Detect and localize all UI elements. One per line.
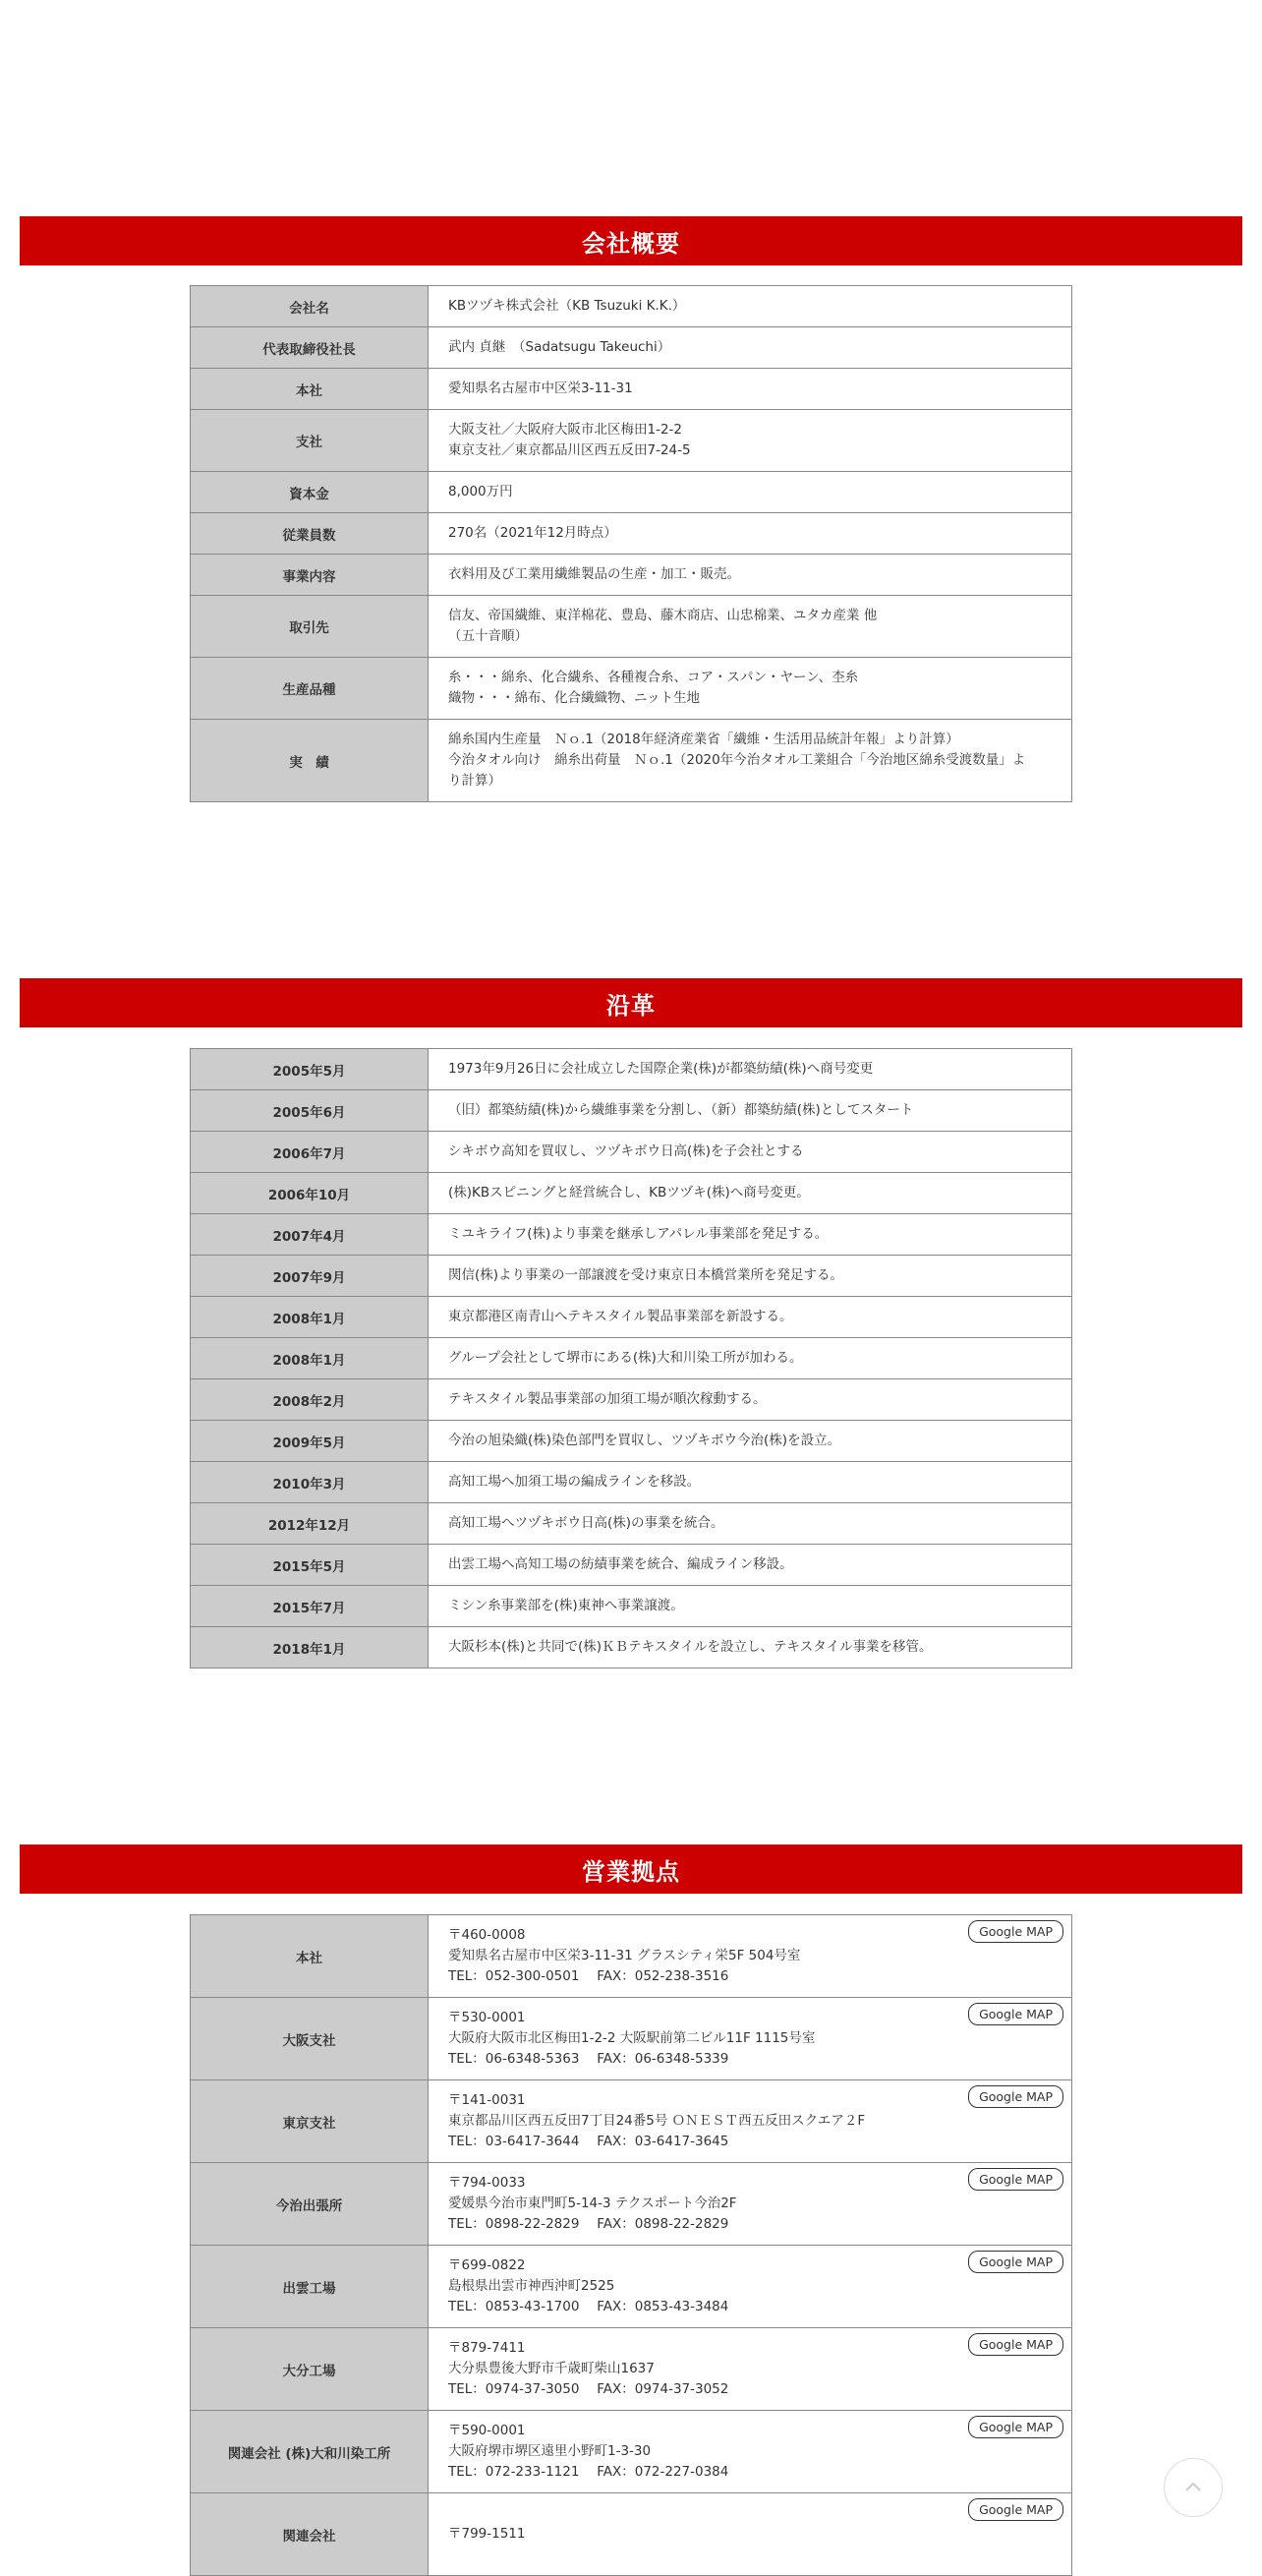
history-date: 2005年5月 bbox=[191, 1049, 429, 1090]
row-label: 生産品種 bbox=[191, 658, 429, 720]
office-postal: 〒799-1511 bbox=[448, 2526, 526, 2542]
value-line: り計算） bbox=[448, 773, 501, 789]
office-postal: 〒460-0008 bbox=[448, 1927, 526, 1943]
table-row bbox=[191, 286, 1072, 327]
google-map-button[interactable]: Google MAP bbox=[968, 2085, 1063, 2108]
office-tel: TEL：0974-37-3050 FAX：0974-37-3052 bbox=[448, 2381, 729, 2397]
row-label: 従業員数 bbox=[191, 513, 429, 555]
history-text: ミシン糸事業部を(株)東神へ事業譲渡。 bbox=[429, 1586, 1072, 1627]
table-row bbox=[191, 1586, 1072, 1627]
table-row bbox=[191, 1297, 1072, 1338]
value-line: （五十音順） bbox=[448, 628, 528, 644]
overview-table bbox=[190, 285, 1072, 802]
office-tel: TEL：052-300-0501 FAX：052-238-3516 bbox=[448, 1968, 729, 1984]
history-date: 2008年1月 bbox=[191, 1338, 429, 1379]
table-row bbox=[191, 472, 1072, 513]
history-text: 出雲工場へ高知工場の紡績事業を統合、編成ライン移設。 bbox=[429, 1545, 1072, 1586]
row-label: 本社 bbox=[191, 369, 429, 410]
office-details bbox=[429, 2493, 1072, 2576]
history-text: 今治の旭染織(株)染色部門を買収し、ツヅキボウ今治(株)を設立。 bbox=[429, 1421, 1072, 1462]
office-address: 愛知県名古屋市中区栄3-11-31 グラスシティ栄5F 504号室 bbox=[448, 1948, 801, 1963]
row-value bbox=[429, 410, 1072, 472]
office-tel: TEL：03-6417-3644 FAX：03-6417-3645 bbox=[448, 2134, 729, 2149]
office-name bbox=[191, 1915, 429, 1998]
history-text: シキボウ高知を買収し、ツヅキボウ日高(株)を子会社とする bbox=[429, 1132, 1072, 1173]
value-line: 信友、帝国繊維、東洋棉花、豊島、藤木商店、山忠棉業、ユタカ産業 他 bbox=[448, 608, 878, 623]
table-row bbox=[191, 2411, 1072, 2493]
office-name-line: (株)大和川染工所 bbox=[285, 2445, 391, 2462]
history-text: テキスタイル製品事業部の加須工場が順次稼動する。 bbox=[429, 1379, 1072, 1421]
table-row bbox=[191, 1462, 1072, 1503]
value-line: 糸・・・綿糸、化合繊糸、各種複合糸、コア・スパン・ヤーン、杢糸 bbox=[448, 670, 859, 685]
history-table bbox=[190, 1048, 1072, 1669]
office-name-line: 今治出張所 bbox=[275, 2197, 343, 2214]
table-row bbox=[191, 369, 1072, 410]
office-name-line: 本社 bbox=[296, 1950, 322, 1966]
office-name-line: 大分工場 bbox=[282, 2363, 336, 2379]
history-date: 2008年2月 bbox=[191, 1379, 429, 1421]
history-date: 2012年12月 bbox=[191, 1503, 429, 1545]
value-line: 衣料用及び工業用繊維製品の生産・加工・販売。 bbox=[448, 566, 740, 582]
google-map-button[interactable]: Google MAP bbox=[968, 2168, 1063, 2191]
offices-heading: 営業拠点 bbox=[20, 1844, 1242, 1894]
row-value bbox=[429, 658, 1072, 720]
history-date: 2007年4月 bbox=[191, 1214, 429, 1256]
value-line: 大阪支社／大阪府大阪市北区梅田1-2-2 bbox=[448, 422, 683, 438]
table-row bbox=[191, 2493, 1072, 2576]
back-to-top-button[interactable] bbox=[1164, 2458, 1223, 2517]
row-value bbox=[429, 369, 1072, 410]
office-postal: 〒879-7411 bbox=[448, 2340, 526, 2356]
office-address: 大阪府堺市堺区遠里小野町1-3-30 bbox=[448, 2443, 652, 2459]
table-row bbox=[191, 327, 1072, 369]
table-row bbox=[191, 596, 1072, 658]
history-text: 大阪杉本(株)と共同で(株)ＫＢテキスタイルを設立し、テキスタイル事業を移管。 bbox=[429, 1627, 1072, 1669]
office-details bbox=[429, 2328, 1072, 2411]
row-label: 会社名 bbox=[191, 286, 429, 327]
table-row bbox=[191, 1998, 1072, 2080]
history-date: 2015年5月 bbox=[191, 1545, 429, 1586]
office-details bbox=[429, 1998, 1072, 2080]
history-text: 高知工場へツヅキボウ日高(株)の事業を統合。 bbox=[429, 1503, 1072, 1545]
row-label: 資本金 bbox=[191, 472, 429, 513]
row-value bbox=[429, 720, 1072, 802]
history-date: 2007年9月 bbox=[191, 1256, 429, 1297]
office-tel: TEL：072-233-1121 FAX：072-227-0384 bbox=[448, 2464, 729, 2480]
table-row bbox=[191, 513, 1072, 555]
table-row bbox=[191, 1503, 1072, 1545]
history-text: グループ会社として堺市にある(株)大和川染工所が加わる。 bbox=[429, 1338, 1072, 1379]
table-row bbox=[191, 1132, 1072, 1173]
value-line: 東京支社／東京都品川区西五反田7-24-5 bbox=[448, 442, 691, 458]
overview-heading: 会社概要 bbox=[20, 216, 1242, 265]
office-name bbox=[191, 2163, 429, 2246]
value-line: 織物・・・綿布、化合繊織物、ニット生地 bbox=[448, 690, 700, 706]
office-details bbox=[429, 2246, 1072, 2328]
row-label: 実 績 bbox=[191, 720, 429, 802]
table-row bbox=[191, 1627, 1072, 1669]
history-date: 2018年1月 bbox=[191, 1627, 429, 1669]
history-date: 2006年7月 bbox=[191, 1132, 429, 1173]
value-line: 270名（2021年12月時点） bbox=[448, 525, 617, 541]
table-row bbox=[191, 2163, 1072, 2246]
history-date: 2008年1月 bbox=[191, 1297, 429, 1338]
table-row bbox=[191, 555, 1072, 596]
office-tel: TEL：06-6348-5363 FAX：06-6348-5339 bbox=[448, 2051, 729, 2067]
table-row bbox=[191, 720, 1072, 802]
row-value bbox=[429, 596, 1072, 658]
table-row bbox=[191, 1214, 1072, 1256]
history-text: 関信(株)より事業の一部譲渡を受け東京日本橋営業所を発足する。 bbox=[429, 1256, 1072, 1297]
google-map-button[interactable]: Google MAP bbox=[968, 2416, 1063, 2438]
google-map-button[interactable]: Google MAP bbox=[968, 2251, 1063, 2273]
history-date: 2010年3月 bbox=[191, 1462, 429, 1503]
row-label: 事業内容 bbox=[191, 555, 429, 596]
row-value bbox=[429, 555, 1072, 596]
table-row bbox=[191, 1049, 1072, 1090]
history-date: 2005年6月 bbox=[191, 1090, 429, 1132]
offices-table bbox=[190, 1914, 1072, 2576]
google-map-button[interactable]: Google MAP bbox=[968, 2003, 1063, 2025]
office-address: 島根県出雲市神西沖町2525 bbox=[448, 2278, 615, 2294]
office-postal: 〒530-0001 bbox=[448, 2010, 526, 2025]
office-name bbox=[191, 1998, 429, 2080]
office-name bbox=[191, 2328, 429, 2411]
table-row bbox=[191, 2328, 1072, 2411]
table-row bbox=[191, 1090, 1072, 1132]
row-label: 代表取締役社長 bbox=[191, 327, 429, 369]
row-value bbox=[429, 327, 1072, 369]
history-text: (株)KBスピニングと経営統合し、KBツヅキ(株)へ商号変更。 bbox=[429, 1173, 1072, 1214]
history-text: 1973年9月26日に会社成立した国際企業(株)が都築紡績(株)へ商号変更 bbox=[429, 1049, 1072, 1090]
google-map-button[interactable]: Google MAP bbox=[968, 1920, 1063, 1943]
row-label: 支社 bbox=[191, 410, 429, 472]
table-row bbox=[191, 1915, 1072, 1998]
office-name bbox=[191, 2411, 429, 2493]
table-row bbox=[191, 1379, 1072, 1421]
office-tel: TEL：0853-43-1700 FAX：0853-43-3484 bbox=[448, 2299, 729, 2314]
office-name-line: 関連会社 bbox=[282, 2528, 336, 2545]
office-address: 愛媛県今治市東門町5-14-3 テクスポート今治2F bbox=[448, 2195, 737, 2211]
table-row bbox=[191, 1173, 1072, 1214]
google-map-button[interactable]: Google MAP bbox=[968, 2333, 1063, 2356]
office-name-line: 東京支社 bbox=[282, 2115, 336, 2132]
table-row bbox=[191, 1338, 1072, 1379]
office-tel: TEL：0898-22-2829 FAX：0898-22-2829 bbox=[448, 2216, 729, 2232]
table-row bbox=[191, 2080, 1072, 2163]
table-row bbox=[191, 1256, 1072, 1297]
table-row bbox=[191, 410, 1072, 472]
history-text: ミユキライフ(株)より事業を継承しアパレル事業部を発足する。 bbox=[429, 1214, 1072, 1256]
google-map-button[interactable]: Google MAP bbox=[968, 2498, 1063, 2521]
office-postal: 〒141-0031 bbox=[448, 2092, 526, 2108]
row-value bbox=[429, 472, 1072, 513]
office-address: 大阪府大阪市北区梅田1-2-2 大阪駅前第二ビル11F 1115号室 bbox=[448, 2030, 816, 2046]
table-row bbox=[191, 1545, 1072, 1586]
row-value bbox=[429, 513, 1072, 555]
office-name-line: 出雲工場 bbox=[282, 2280, 336, 2297]
value-line: 今治タオル向け 綿糸出荷量 Ｎｏ.1（2020年今治タオル工業組合「今治地区綿糸受渡数量」よ bbox=[448, 752, 1026, 768]
office-details bbox=[429, 1915, 1072, 1998]
office-details bbox=[429, 2163, 1072, 2246]
office-name bbox=[191, 2493, 429, 2576]
office-postal: 〒699-0822 bbox=[448, 2257, 526, 2273]
office-details bbox=[429, 2411, 1072, 2493]
value-line: 8,000万円 bbox=[448, 484, 513, 499]
office-address: 大分県豊後大野市千歳町柴山1637 bbox=[448, 2361, 655, 2376]
office-details bbox=[429, 2080, 1072, 2163]
office-postal: 〒590-0001 bbox=[448, 2423, 526, 2438]
table-row bbox=[191, 658, 1072, 720]
value-line: 愛知県名古屋市中区栄3-11-31 bbox=[448, 381, 633, 396]
table-row bbox=[191, 1421, 1072, 1462]
chevron-up-icon bbox=[1181, 2476, 1205, 2499]
history-date: 2006年10月 bbox=[191, 1173, 429, 1214]
office-name-line: 大阪支社 bbox=[282, 2032, 336, 2049]
office-name-line: 関連会社 bbox=[227, 2445, 281, 2462]
history-text: 高知工場へ加須工場の編成ラインを移設。 bbox=[429, 1462, 1072, 1503]
value-line: 綿糸国内生産量 Ｎｏ.1（2018年経済産業省「繊維・生活用品統計年報」より計算） bbox=[448, 732, 959, 747]
office-postal: 〒794-0033 bbox=[448, 2175, 526, 2191]
history-heading: 沿革 bbox=[20, 978, 1242, 1027]
value-line: KBツヅキ株式会社（KB Tsuzuki K.K.） bbox=[448, 298, 686, 314]
history-date: 2009年5月 bbox=[191, 1421, 429, 1462]
value-line: 武内 貞継 （Sadatsugu Takeuchi） bbox=[448, 339, 671, 355]
row-value bbox=[429, 286, 1072, 327]
history-text: （旧）都築紡績(株)から繊維事業を分割し、（新）都築紡績(株)としてスタート bbox=[429, 1090, 1072, 1132]
row-label: 取引先 bbox=[191, 596, 429, 658]
history-date: 2015年7月 bbox=[191, 1586, 429, 1627]
office-name bbox=[191, 2080, 429, 2163]
office-address: 東京都品川区西五反田7丁目24番5号 ＯＮＥＳＴ西五反田スクエア２F bbox=[448, 2113, 866, 2129]
table-row bbox=[191, 2246, 1072, 2328]
office-name bbox=[191, 2246, 429, 2328]
history-text: 東京都港区南青山へテキスタイル製品事業部を新設する。 bbox=[429, 1297, 1072, 1338]
